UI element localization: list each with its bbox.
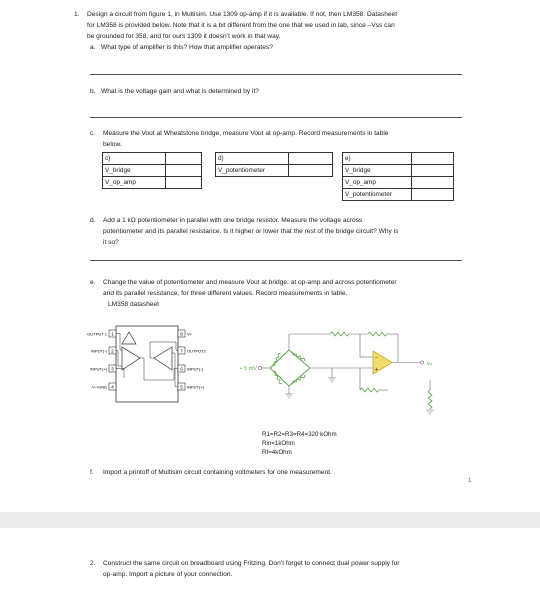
table-c	[102, 152, 202, 189]
table-e-header: e)	[343, 153, 412, 165]
q1f-letter: f.	[90, 469, 94, 476]
answer-line-a	[90, 74, 462, 75]
q1e-line-2: and its parallel resistance, for three different values. Record measurements in table.	[103, 290, 348, 297]
resistor-rin	[330, 332, 349, 336]
q1d-line-1: Add a 1 kΩ potentiometer in parallel with one bridge resistor. Measure the voltage across	[103, 217, 363, 224]
pin-label: V+	[187, 331, 193, 337]
pin-number: 8	[180, 331, 183, 337]
pin-number: 1	[111, 331, 114, 337]
datasheet-title: LM358 datasheet	[108, 301, 159, 308]
pin-number: 6	[180, 366, 183, 372]
resistor-rf	[368, 332, 387, 336]
plus-sign: +	[375, 367, 378, 373]
q1e-line-1: Change the value of potentiometer and measure Vout at bridge, at op-amp and across potentiometer	[103, 279, 397, 286]
pin-label: INPUT(+)	[90, 366, 107, 372]
q1b-text: What is the voltage gain and what is determined by it?	[101, 88, 259, 95]
pin-number: 7	[180, 348, 183, 354]
circuit-values-1: R1=R2=R3=R4=320 kOhm	[262, 431, 337, 438]
pin-label: OUTPUT2	[187, 348, 206, 354]
pin-label: INPUT(-)	[91, 348, 107, 354]
table-e	[342, 152, 454, 201]
input-terminal	[258, 366, 261, 369]
q1-line-1: Design a circuit from figure 1, in Multisim. Use 1309 op-amp if it is available. If not, then LM358. Datasheet	[87, 11, 398, 18]
table-e-row-label: V_op_amp	[343, 177, 412, 189]
bridge-opamp-circuit	[220, 320, 460, 420]
q1a-letter: a.	[90, 44, 96, 51]
table-c-value	[166, 165, 202, 177]
table-e-value	[412, 189, 454, 201]
pin-number: 4	[111, 384, 114, 390]
pin-label: INPUT(+)	[187, 384, 204, 390]
table-e-row-label: V_potentiometer	[343, 189, 412, 201]
source-label: + 5 mV	[239, 366, 257, 372]
q1c-letter: c.	[90, 130, 96, 137]
q1f-text: Import a printoff of Multisim circuit containing voltmeters for one measurement.	[103, 469, 332, 476]
q2-line-1: Construct the same circuit on breadboard using Fritzing. Don’t forget to connect dual power supply for	[103, 560, 400, 567]
pin-label: V−/GND	[91, 384, 107, 390]
table-e-cell	[412, 153, 454, 165]
q1d-line-3: it so?	[103, 239, 119, 246]
q1c-line-1: Measure the Vout at Wheatstone bridge, measure Vout at op-amp. Record measurements in table	[103, 130, 389, 137]
resistor-r	[360, 388, 379, 392]
table-d-header: d)	[216, 153, 289, 165]
pin-number: 5	[180, 384, 183, 390]
q1b-letter: b.	[90, 88, 96, 95]
table-c-header: c)	[103, 153, 166, 165]
pin-number: 2	[111, 348, 114, 354]
table-d-cell	[289, 153, 333, 165]
q1a-text: What type of amplifier is this? How that amplifier operates?	[101, 44, 273, 51]
output-label: vₒ	[427, 361, 432, 367]
table-d	[215, 152, 333, 177]
ground-icon	[426, 410, 434, 414]
answer-line-d	[90, 260, 462, 261]
table-c-row-label: V_bridge	[103, 165, 166, 177]
lm358-pinout-diagram	[84, 320, 214, 408]
q1c-line-2: below.	[103, 141, 122, 148]
page-2	[0, 528, 540, 614]
q1-number: 1.	[74, 11, 80, 18]
table-c-value	[166, 177, 202, 189]
page-number: 1	[468, 478, 472, 484]
table-d-row-label: V_potentiometer	[216, 165, 289, 177]
pin-label: INPUT(-)	[187, 366, 203, 372]
q2-number: 2.	[90, 560, 96, 567]
output-terminal	[420, 361, 423, 364]
table-e-value	[412, 177, 454, 189]
pin-number: 3	[111, 366, 114, 372]
ground-icon	[328, 378, 336, 382]
q2-line-2: op-amp. Import a picture of your connection.	[103, 571, 233, 578]
q1-line-2: for LM358 is provided below. Note that it is a bit different from the one that we used in lab, since –Vss can	[87, 22, 395, 29]
table-c-row-label: V_op_amp	[103, 177, 166, 189]
table-d-value	[289, 165, 333, 177]
table-e-row-label: V_bridge	[343, 165, 412, 177]
pin-label: OUTPUT 1	[87, 331, 107, 337]
q1-line-3: be grounded for 358, and for ours 1309 it doesn’t work in that way.	[87, 33, 281, 40]
q1d-letter: d.	[90, 217, 96, 224]
q1e-letter: e.	[90, 279, 96, 286]
ground-icon	[285, 394, 293, 398]
minus-sign: −	[375, 355, 378, 361]
table-c-cell	[166, 153, 202, 165]
resistor-vertical	[428, 390, 432, 409]
table-e-value	[412, 165, 454, 177]
circuit-values-2: Rin=1kOhm	[262, 440, 295, 447]
answer-line-b	[90, 117, 462, 118]
resistor-zigzag	[292, 352, 305, 361]
circuit-values-3: Rf=4kOhm	[262, 449, 292, 456]
resistor-zigzag	[292, 375, 305, 384]
q1d-line-2: potentiometer and its parallel resistance. Is it higher or lower that the rest of the bridge circuit? Why is	[103, 228, 399, 235]
